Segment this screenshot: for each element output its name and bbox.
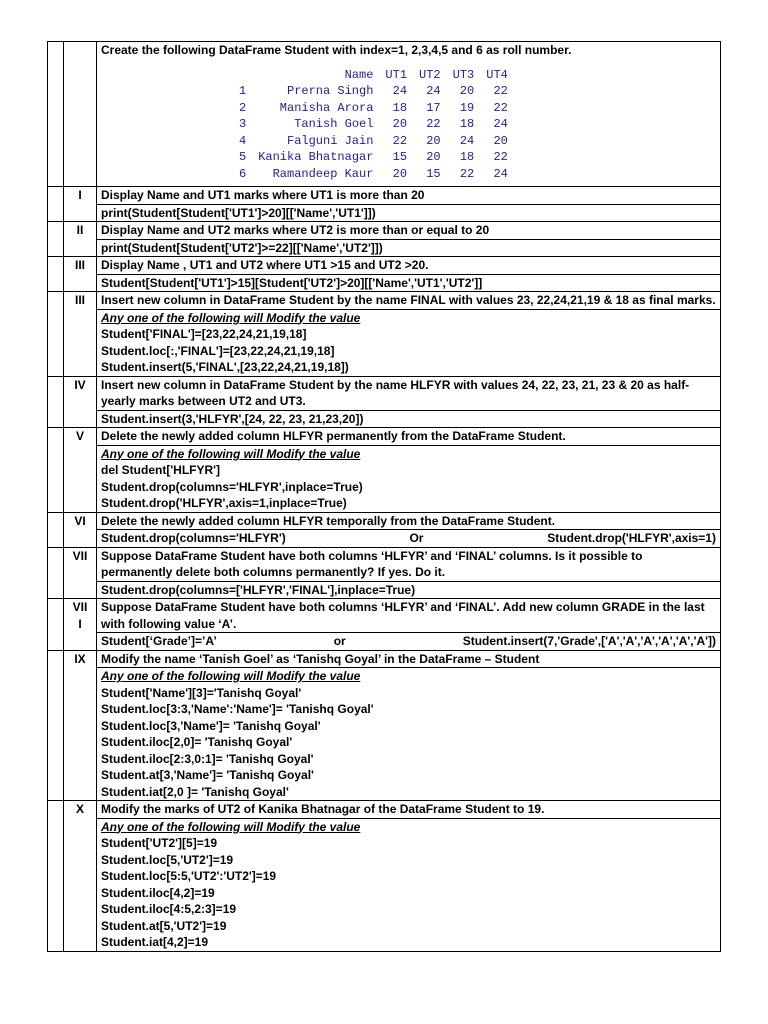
df-ut1: 24 bbox=[392, 84, 408, 98]
answer-line: Student.drop('HLFYR',axis=1,inplace=True) bbox=[101, 496, 347, 510]
question-text-cell bbox=[97, 512, 721, 530]
blank-cell bbox=[48, 801, 64, 952]
df-ut4: 22 bbox=[493, 100, 508, 115]
df-header-row bbox=[233, 67, 514, 84]
question-text-cell bbox=[97, 428, 721, 446]
df-row bbox=[233, 149, 514, 166]
answer-code: print(Student[Student['UT2']>=22][['Name','UT2']]) bbox=[101, 240, 383, 255]
question-number-text: II bbox=[76, 223, 84, 237]
blank-cell bbox=[48, 599, 64, 651]
question-number bbox=[64, 512, 97, 547]
answer-row bbox=[48, 818, 721, 951]
df-index: 4 bbox=[239, 133, 247, 148]
answer-row bbox=[48, 274, 721, 292]
question-number bbox=[64, 292, 97, 377]
question-text-cell bbox=[97, 187, 721, 205]
question-number-text: III bbox=[74, 293, 85, 307]
answer-line: Student['FINAL']=[23,22,24,21,19,18] bbox=[101, 327, 307, 341]
df-ut2: 20 bbox=[426, 150, 441, 164]
question-number-text: III bbox=[74, 258, 85, 272]
question-number-text: VII I bbox=[72, 600, 88, 631]
answer-option-2: Student.insert(7,'Grade',['A','A','A','A','A','A']) bbox=[462, 634, 716, 648]
answer-cell bbox=[97, 309, 721, 376]
question-text-cell bbox=[97, 292, 721, 310]
answer-code: print(Student[Student['UT1']>20][['Name','UT1']]) bbox=[101, 205, 376, 220]
question-row bbox=[48, 599, 721, 633]
question-text-cell bbox=[97, 650, 721, 668]
question-number bbox=[64, 599, 97, 651]
blank-cell bbox=[48, 292, 64, 377]
question-text: Delete the newly added column HLFYR permanently from the DataFrame Student. bbox=[101, 429, 566, 443]
answer-code: Student.drop(columns=['HLFYR','FINAL'],inplace=True) bbox=[101, 582, 416, 597]
df-ut4: 22 bbox=[493, 150, 508, 164]
df-index: 6 bbox=[239, 166, 247, 181]
question-number bbox=[64, 222, 97, 257]
blank-cell bbox=[48, 512, 64, 547]
answer-heading: Any one of the following will Modify the value bbox=[101, 669, 361, 683]
question-text: Modify the marks of UT2 of Kanika Bhatnagar of the DataFrame Student to 19. bbox=[101, 802, 545, 816]
answer-code: Student[Student['UT1']>15][Student['UT2']>20][['Name','UT1','UT2']] bbox=[101, 275, 483, 290]
answer-line: Student.at[5,'UT2']=19 bbox=[101, 918, 227, 933]
question-row bbox=[48, 292, 721, 310]
blank-cell bbox=[48, 257, 64, 292]
answer-cell bbox=[97, 633, 721, 651]
answer-option-1: Student.drop(columns='HLFYR') bbox=[101, 531, 286, 545]
blank-cell bbox=[64, 42, 97, 187]
df-index: 1 bbox=[239, 84, 247, 98]
question-text: Delete the newly added column HLFYR temporally from the DataFrame Student. bbox=[101, 513, 556, 528]
df-index: 5 bbox=[239, 150, 247, 164]
question-text: Display Name and UT2 marks where UT2 is more than or equal to 20 bbox=[101, 223, 490, 237]
df-ut2: 24 bbox=[426, 84, 441, 98]
df-name: Prerna Singh bbox=[287, 84, 374, 98]
question-number bbox=[64, 376, 97, 428]
answer-row bbox=[48, 445, 721, 512]
df-col-ut1: UT1 bbox=[385, 67, 408, 82]
answer-alternatives bbox=[101, 633, 716, 650]
question-row bbox=[48, 376, 721, 410]
question-number bbox=[64, 547, 97, 599]
answer-cell bbox=[97, 410, 721, 428]
df-row bbox=[233, 116, 514, 133]
df-ut3: 22 bbox=[459, 166, 475, 181]
answer-row bbox=[48, 204, 721, 222]
student-dataframe bbox=[233, 67, 514, 183]
df-ut2: 22 bbox=[426, 117, 441, 131]
df-index: 2 bbox=[239, 100, 247, 115]
df-ut4: 22 bbox=[493, 84, 508, 98]
answer-row bbox=[48, 410, 721, 428]
answer-line: Student.loc[3:3,'Name':'Name']= 'Tanishq Goyal' bbox=[101, 702, 374, 716]
answer-cell bbox=[97, 668, 721, 801]
df-ut1: 22 bbox=[392, 133, 408, 148]
answer-line: Student.loc[5,'UT2']=19 bbox=[101, 852, 234, 867]
question-row bbox=[48, 512, 721, 530]
df-col-ut3: UT3 bbox=[452, 67, 475, 82]
answer-line: Student.drop(columns='HLFYR',inplace=True) bbox=[101, 479, 363, 494]
worksheet bbox=[47, 41, 720, 952]
answer-line: Student.loc[:,'FINAL']=[23,22,24,21,19,18] bbox=[101, 343, 335, 358]
blank-cell bbox=[48, 650, 64, 801]
blank-cell bbox=[48, 376, 64, 428]
answer-option-2: Student.drop('HLFYR',axis=1) bbox=[547, 531, 716, 545]
question-number-text: VII bbox=[72, 548, 88, 563]
question-number bbox=[64, 257, 97, 292]
df-ut2: 17 bbox=[426, 100, 441, 115]
question-row bbox=[48, 547, 721, 581]
answer-cell bbox=[97, 818, 721, 951]
df-index: 3 bbox=[239, 117, 247, 131]
answer-cell bbox=[97, 204, 721, 222]
intro-row bbox=[48, 42, 721, 187]
df-name: Manisha Arora bbox=[279, 100, 374, 115]
answer-line: Student.iat[4,2]=19 bbox=[101, 935, 209, 949]
df-ut4: 20 bbox=[493, 133, 508, 148]
question-text-cell bbox=[97, 257, 721, 275]
answer-line: Student.loc[3,'Name']= 'Tanishq Goyal' bbox=[101, 718, 321, 733]
df-name: Tanish Goel bbox=[294, 117, 374, 131]
question-text-cell bbox=[97, 376, 721, 410]
answer-line: Student.insert(5,'FINAL',[23,22,24,21,19,18]) bbox=[101, 360, 349, 374]
question-number bbox=[64, 650, 97, 801]
intro-text: Create the following DataFrame Student with index=1, 2,3,4,5 and 6 as roll number. bbox=[101, 43, 572, 57]
df-row bbox=[233, 100, 514, 117]
answer-cell bbox=[97, 445, 721, 512]
df-ut2: 15 bbox=[426, 166, 441, 181]
answer-alternatives bbox=[101, 530, 716, 547]
df-ut3: 18 bbox=[459, 117, 475, 131]
question-text: Suppose DataFrame Student have both columns ‘HLFYR’ and ‘FINAL’ columns. Is it possible to permanently delete both columns permanently? If yes. Do it. bbox=[101, 548, 643, 579]
blank-cell bbox=[48, 187, 64, 222]
question-row bbox=[48, 801, 721, 819]
df-row bbox=[233, 166, 514, 183]
answer-row bbox=[48, 633, 721, 651]
df-col-ut2: UT2 bbox=[419, 67, 441, 82]
df-ut1: 20 bbox=[392, 117, 408, 131]
answer-code: Student.insert(3,'HLFYR',[24, 22, 23, 21,23,20]) bbox=[101, 411, 364, 426]
question-text: Insert new column in DataFrame Student by the name FINAL with values 23, 22,24,21,19 & 18 as final marks. bbox=[101, 293, 716, 307]
answer-cell bbox=[97, 274, 721, 292]
or-text: Or bbox=[409, 531, 424, 545]
question-text-cell bbox=[97, 801, 721, 819]
question-row bbox=[48, 222, 721, 240]
answer-cell bbox=[97, 530, 721, 548]
blank-cell bbox=[48, 42, 64, 187]
df-ut4: 24 bbox=[493, 117, 508, 131]
blank-cell bbox=[48, 222, 64, 257]
df-ut1: 18 bbox=[392, 100, 408, 115]
question-number-text: IX bbox=[74, 651, 86, 666]
df-row bbox=[233, 133, 514, 150]
blank-cell bbox=[48, 547, 64, 599]
question-text-cell bbox=[97, 547, 721, 581]
answer-row bbox=[48, 239, 721, 257]
df-name: Kanika Bhatnagar bbox=[258, 150, 374, 164]
question-text: Display Name , UT1 and UT2 where UT1 >15 and UT2 >20. bbox=[101, 258, 429, 272]
df-row bbox=[233, 83, 514, 100]
question-number bbox=[64, 801, 97, 952]
answer-row bbox=[48, 309, 721, 376]
answer-line: Student.loc[5:5,'UT2':'UT2']=19 bbox=[101, 869, 277, 883]
df-ut3: 24 bbox=[459, 133, 475, 148]
answer-line: Student.iloc[2,0]= 'Tanishq Goyal' bbox=[101, 735, 293, 749]
answer-line: Student.iloc[2:3,0:1]= 'Tanishq Goyal' bbox=[101, 751, 314, 766]
question-text: Insert new column in DataFrame Student by the name HLFYR with values 24, 22, 23, 21, 23 & 20 as half-yearly marks between UT2 and UT3. bbox=[101, 377, 690, 408]
answer-line: del Student['HLFYR'] bbox=[101, 463, 221, 477]
question-number-text: VI bbox=[74, 513, 86, 528]
or-text: or bbox=[333, 634, 346, 648]
answer-heading: Any one of the following will Modify the value bbox=[101, 819, 361, 834]
answer-line: Student['UT2'][5]=19 bbox=[101, 836, 218, 850]
question-row bbox=[48, 428, 721, 446]
df-ut3: 19 bbox=[459, 100, 475, 115]
df-name: Ramandeep Kaur bbox=[272, 166, 374, 181]
df-name: Falguni Jain bbox=[287, 133, 374, 148]
question-row bbox=[48, 650, 721, 668]
answer-cell bbox=[97, 581, 721, 599]
df-ut1: 20 bbox=[392, 166, 408, 181]
answer-line: Student['Name'][3]='Tanishq Goyal' bbox=[101, 685, 302, 700]
question-row bbox=[48, 257, 721, 275]
question-number-text: V bbox=[75, 429, 84, 443]
answer-cell bbox=[97, 239, 721, 257]
question-text: Modify the name ‘Tanish Goel’ as ‘Tanishq Goyal’ in the DataFrame – Student bbox=[101, 651, 540, 666]
df-ut2: 20 bbox=[426, 133, 441, 148]
question-number-text: I bbox=[78, 188, 82, 202]
question-text: Suppose DataFrame Student have both columns ‘HLFYR’ and ‘FINAL’. Add new column GRADE in the last with following value ‘A’. bbox=[101, 600, 705, 631]
answer-line: Student.iloc[4,2]=19 bbox=[101, 885, 215, 900]
question-number bbox=[64, 187, 97, 222]
answer-row bbox=[48, 581, 721, 599]
answer-option-1: Student[‘Grade’]=’A’ bbox=[101, 634, 217, 648]
question-text-cell bbox=[97, 599, 721, 633]
question-number-text: IV bbox=[74, 377, 86, 392]
question-table bbox=[47, 41, 721, 952]
answer-line: Student.at[3,'Name']= 'Tanishq Goyal' bbox=[101, 768, 314, 782]
question-row bbox=[48, 187, 721, 205]
df-index-header bbox=[233, 67, 252, 84]
intro-cell bbox=[97, 42, 721, 187]
question-number-text: X bbox=[75, 802, 84, 816]
answer-line: Student.iloc[4:5,2:3]=19 bbox=[101, 902, 237, 916]
answer-row bbox=[48, 668, 721, 801]
answer-heading: Any one of the following will Modify the value bbox=[101, 310, 361, 325]
df-ut4: 24 bbox=[493, 166, 508, 181]
answer-heading: Any one of the following will Modify the value bbox=[101, 446, 361, 461]
answer-line: Student.iat[2,0 ]= 'Tanishq Goyal' bbox=[101, 784, 289, 799]
question-text: Display Name and UT1 marks where UT1 is more than 20 bbox=[101, 188, 425, 202]
question-text-cell bbox=[97, 222, 721, 240]
df-ut3: 18 bbox=[459, 150, 475, 164]
df-col-name: Name bbox=[344, 67, 374, 82]
question-number bbox=[64, 428, 97, 513]
df-ut1: 15 bbox=[392, 150, 408, 164]
answer-row bbox=[48, 530, 721, 548]
df-col-ut4: UT4 bbox=[486, 67, 508, 82]
df-ut3: 20 bbox=[459, 84, 475, 98]
blank-cell bbox=[48, 428, 64, 513]
